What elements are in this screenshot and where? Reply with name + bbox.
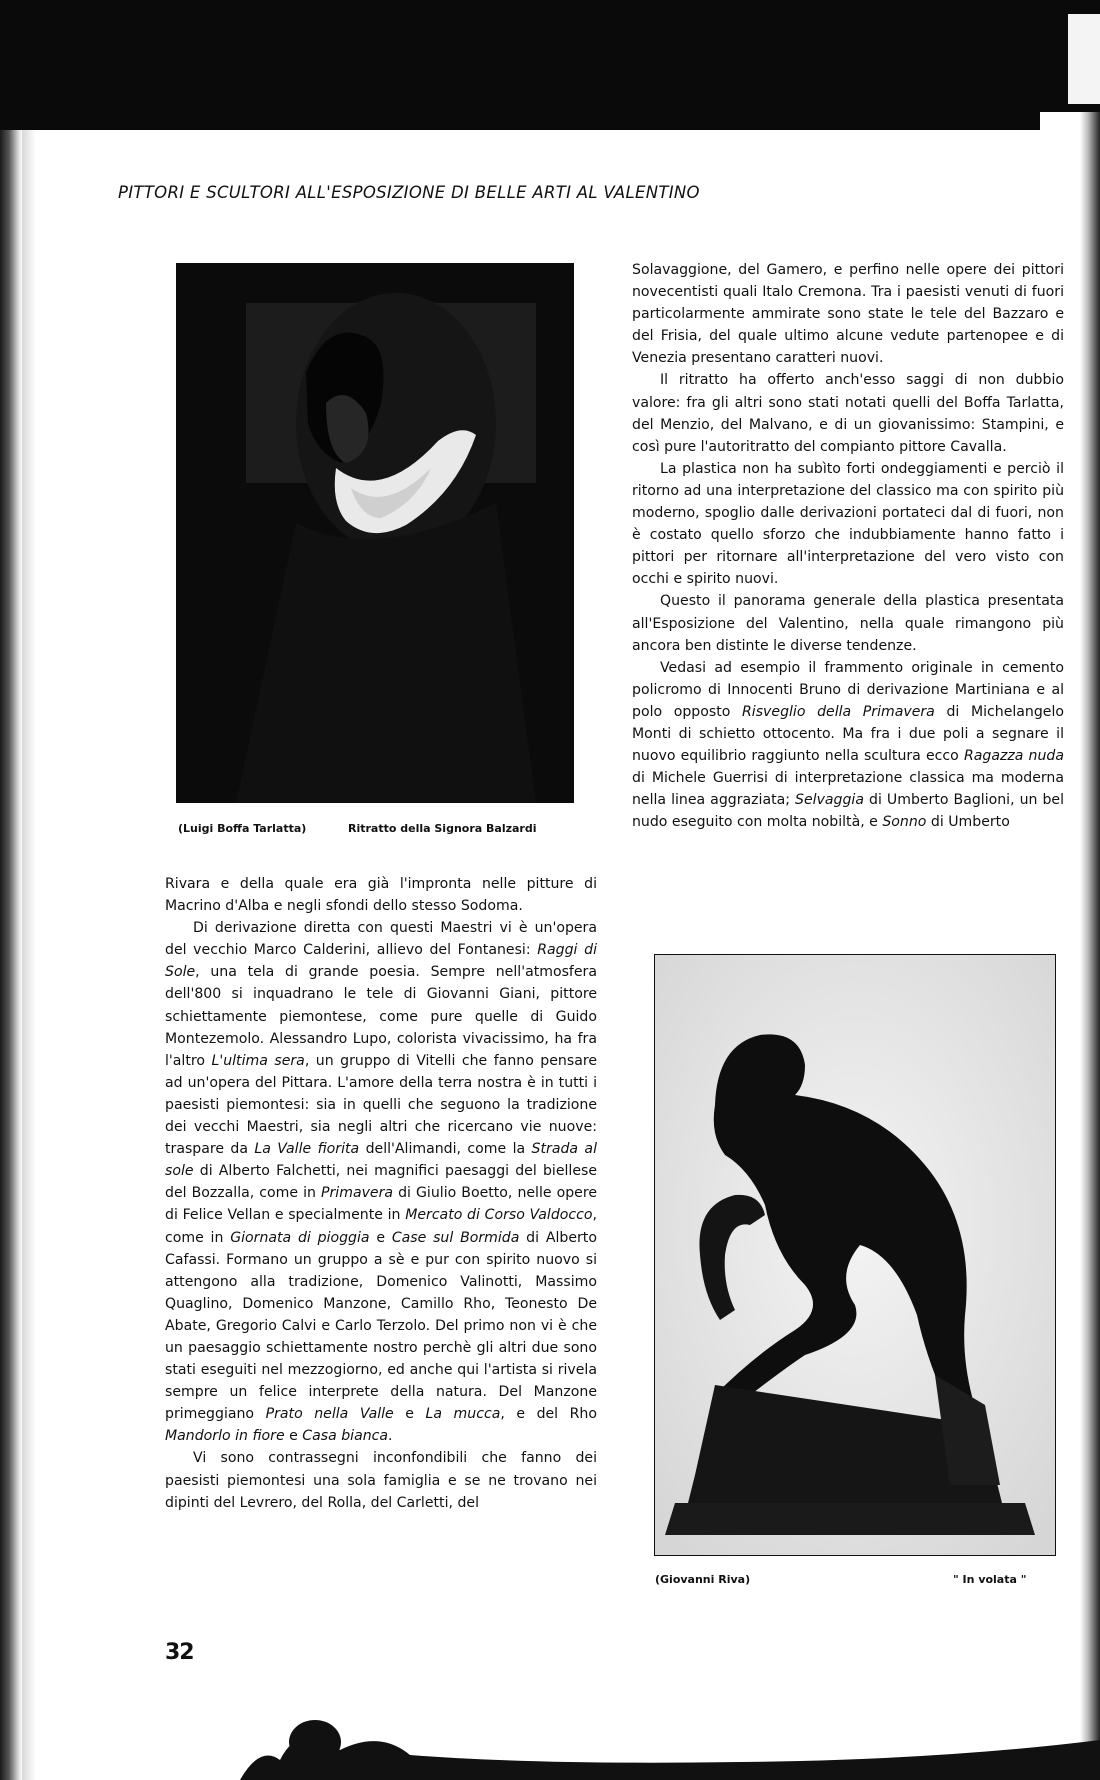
scan-shadow-left <box>22 130 36 1780</box>
scan-bottom-artifact <box>240 1700 1100 1780</box>
work-title: L'ultima sera <box>211 1052 305 1069</box>
text-run: La plastica non ha subìto forti ondeggiamenti e perciò il ritorno ad una interpretazione del classico ma con spirito più moderno, spoglio dalle derivazioni portateci dal di fuori, non è costato quello sforzo che indubbiamente hanno fatto i pittori per ritornare all'interpretazione del vero visto con occhi e spirito nuovi. <box>632 460 1064 588</box>
text-run: di Michelangelo Monti di schietto ottocento. Ma fra i due poli a segnare il nuovo equilibrio raggiunto nella scultura ecco <box>632 703 1065 765</box>
text-run: di Michele Guerrisi di interpretazione classica ma moderna nella linea aggraziata; <box>632 770 1064 809</box>
work-title: Casa bianca <box>302 1428 389 1445</box>
text-run: dell'Alimandi, come la <box>359 1141 532 1158</box>
page-number: 32 <box>165 1640 194 1665</box>
text-run: e <box>284 1428 303 1445</box>
text-run: Vi sono contrassegni inconfondibili che fanno dei paesisti piemontesi una sola famiglia e se ne trovano nei dipinti del Levrero, del Rolla, del Carletti, del <box>165 1450 597 1511</box>
scan-border-top <box>0 0 1040 130</box>
figure2-artist-caption: (Giovanni Riva) <box>655 1573 751 1586</box>
work-title: La mucca <box>425 1406 501 1423</box>
text-run: e <box>369 1229 392 1246</box>
left-column-paragraph <box>165 917 597 1447</box>
work-title: Selvaggia <box>795 792 864 809</box>
right-column-paragraph <box>632 259 1064 369</box>
work-title: Sonno <box>882 814 927 831</box>
text-run: , una tela di grande poesia. Sempre nell'atmosfera dell'800 si inquadrano le tele di Giovanni Giani, pittore schiettamente piemontese, come pure quelle di Guido Montezemolo. Alessandro Lupo, colorista vivacissimo, ha fra l'altro <box>165 964 597 1069</box>
left-column-text <box>165 873 597 1514</box>
work-title: Ragazza nuda <box>963 748 1064 765</box>
work-title: La Valle fiorita <box>254 1141 360 1158</box>
text-run: di Giulio Boetto, nelle opere di Felice Vellan e specialmente in <box>165 1185 597 1224</box>
right-column-paragraph <box>632 590 1064 656</box>
right-column-paragraph <box>632 657 1064 834</box>
work-title: Case sul Bormida <box>391 1229 520 1246</box>
right-column-paragraph <box>632 369 1064 457</box>
figure1-title-caption: Ritratto della Signora Balzardi <box>348 822 537 835</box>
text-run: di Alberto Falchetti, nei magnifici paesaggi del biellese del Bozzalla, come in <box>165 1163 597 1202</box>
portrait-photo <box>176 263 574 803</box>
text-run: Vedasi ad esempio il frammento originale in cemento policromo di Innocenti Bruno di derivazione Martiniana e al polo opposto <box>632 659 1064 720</box>
text-run: , come in <box>165 1207 598 1246</box>
text-run: Questo il panorama generale della plastica presentata all'Esposizione del Valentino, nella quale rimangono più ancora ben distinte le diverse tendenze. <box>632 593 1064 654</box>
text-run: Solavaggione, del Gamero, e perfino nelle opere dei pittori novecentisti quali Italo Cremona. Tra i paesisti venuti di fuori particolarmente ammirate sono state le tele del Bazzaro e del Frisia, del quale ultimo alcune vedute partenopee e di Venezia presentano caratteri nuovi. <box>632 262 1064 367</box>
text-run: di Umberto <box>926 814 1010 831</box>
work-title: Mandorlo in fiore <box>165 1428 285 1445</box>
text-run: Rivara e della quale era già l'impronta nelle pitture di Macrino d'Alba e negli sfondi dello stesso Sodoma. <box>165 876 597 915</box>
work-title: Risveglio della Primavera <box>742 703 935 720</box>
sculpture-photo <box>654 954 1056 1556</box>
right-column-paragraph <box>632 458 1064 591</box>
work-title: Primavera <box>321 1185 394 1202</box>
portrait-image <box>176 263 574 803</box>
left-column-paragraph <box>165 1447 597 1513</box>
work-title: Mercato di Corso Valdocco <box>405 1207 593 1224</box>
scan-border-left <box>0 130 22 1780</box>
work-title: Prato nella Valle <box>265 1406 394 1423</box>
text-run: , e del Rho <box>500 1406 597 1423</box>
text-run: di Umberto Baglioni, un bel nudo eseguito con molta nobiltà, e <box>632 792 1064 831</box>
scan-border-right <box>1080 112 1100 1780</box>
left-column-paragraph <box>165 873 597 917</box>
text-run: e <box>393 1406 426 1423</box>
text-run: . <box>388 1428 393 1445</box>
text-run: Il ritratto ha offerto anch'esso saggi di non dubbio valore: fra gli altri sono stati notati quelli del Boffa Tarlatta, del Menzio, del Malvano, e di un giovanissimo: Stampini, e così pure l'autoritratto del compianto pittore Cavalla. <box>632 372 1064 455</box>
text-run: , un gruppo di Vitelli che fanno pensare ad un'opera del Pittara. L'amore della terra nostra è in tutti i paesisti piemontesi: sia in quelli che seguono la tradizione dei vecchi Maestri, sia negli altri che ricercano vie nuove: traspare da <box>165 1052 597 1158</box>
work-title: Raggi di Sole <box>165 942 597 981</box>
running-head: PITTORI E SCULTORI ALL'ESPOSIZIONE DI BELLE ARTI AL VALENTINO <box>118 183 700 202</box>
sculpture-image <box>655 955 1055 1555</box>
text-run: Di derivazione diretta con questi Maestri vi è un'opera del vecchio Marco Calderini, allievo del Fontanesi: <box>165 920 597 959</box>
work-title: Giornata di pioggia <box>230 1229 370 1246</box>
right-column-text <box>632 259 1064 833</box>
scan-corner <box>1068 14 1100 104</box>
figure2-title-caption: " In volata " <box>953 1573 1027 1586</box>
text-run: di Alberto Cafassi. Formano un gruppo a sè e pur con spirito nuovo si attengono alla tradizione, Domenico Valinotti, Massimo Quaglino, Domenico Manzone, Camillo Rho, Teonesto De Abate, Gregorio Calvi e Carlo Terzolo. Del primo non vi è che un paesaggio schiettamente nostro perchè gli altri due sono stati eseguiti nel mezzogiorno, ed anche qui l'artista si rivela sempre un felice interprete della natura. Del Manzone primeggiano <box>165 1229 597 1423</box>
figure1-artist-caption: (Luigi Boffa Tarlatta) <box>178 822 307 835</box>
work-title: Strada al sole <box>165 1141 597 1180</box>
